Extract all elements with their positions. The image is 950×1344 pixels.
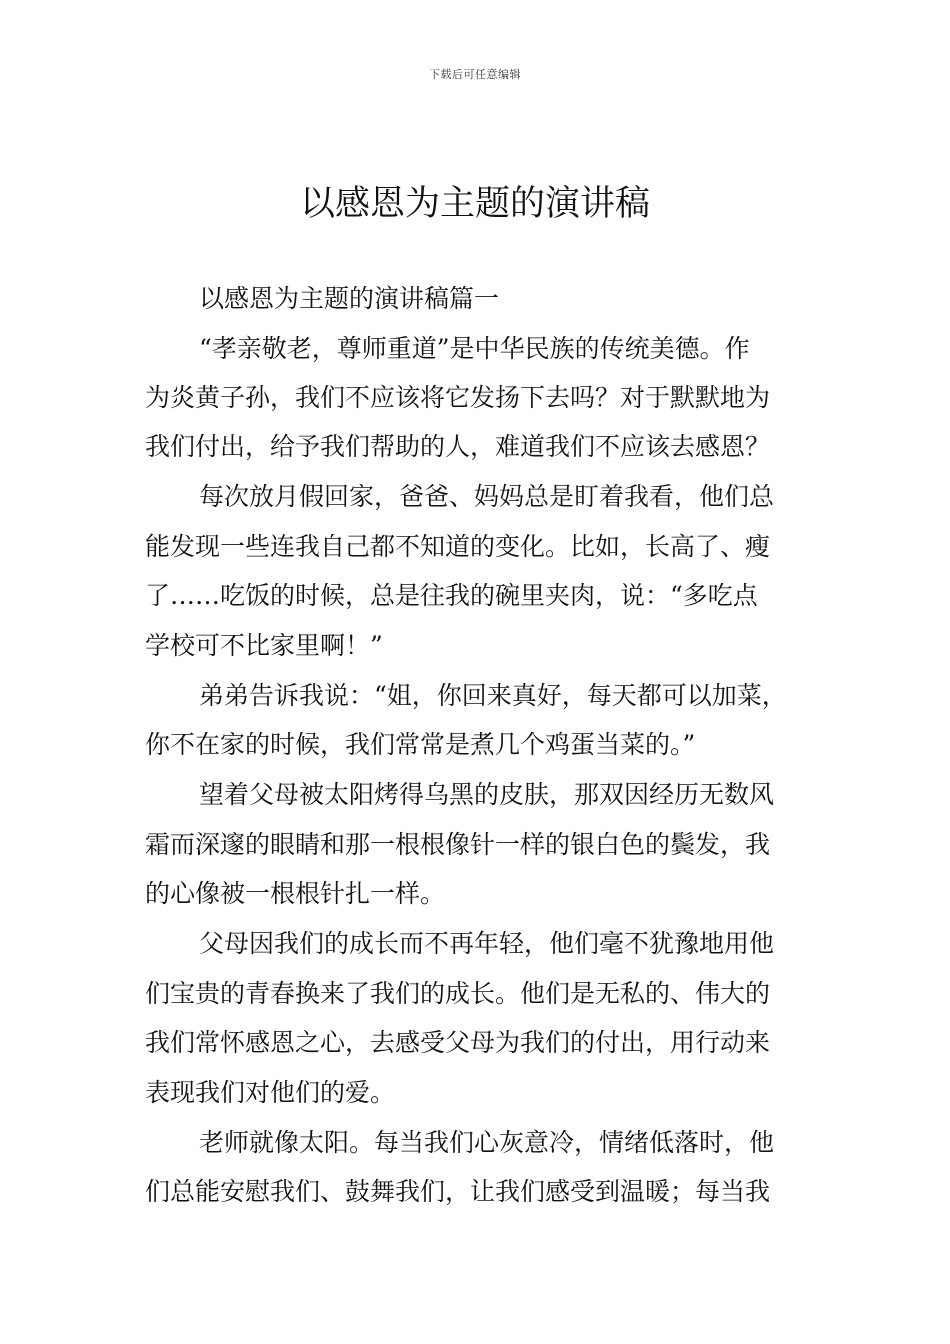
page-header: 下载后可任意编辑 [429,68,521,81]
paragraph-line: 父母因我们的成长而不再年轻，他们毫不犹豫地用他 [199,929,775,958]
paragraph-line: “孝亲敬老，尊师重道”是中华民族的传统美德。作 [199,334,750,363]
paragraph-line: 老师就像太阳。每当我们心灰意冷，情绪低落时，他 [199,1128,775,1157]
paragraph-line: 为炎黄子孙，我们不应该将它发扬下去吗？对于默默地为 [145,383,771,412]
paragraph-line: 能发现一些连我自己都不知道的变化。比如，长高了、瘦 [145,532,771,561]
paragraph-line: 表现我们对他们的爱。 [145,1078,396,1107]
paragraph-line: 我们付出，给予我们帮助的人，难道我们不应该去感恩？ [145,432,771,461]
paragraph-line: 你不在家的时候，我们常常是煮几个鸡蛋当菜的。” [145,730,696,759]
paragraph-line: 了……吃饭的时候，总是往我的碗里夹肉，说：“多吃点 [145,581,758,610]
paragraph-line: 弟弟告诉我说：“姐，你回来真好，每天都可以加菜， [199,681,787,710]
paragraph-line: 的心像被一根根针扎一样。 [145,879,446,908]
paragraph-line: 我们常怀感恩之心，去感受父母为我们的付出，用行动来 [145,1028,771,1057]
paragraph-line: 每次放月假回家，爸爸、妈妈总是盯着我看，他们总 [199,482,775,511]
paragraph-line: 望着父母被太阳烤得乌黑的皮肤，那双因经历无数风 [199,780,775,809]
paragraph-line: 们宝贵的青春换来了我们的成长。他们是无私的、伟大的 [145,979,771,1008]
paragraph-line: 学校可不比家里啊！” [145,631,383,660]
paragraph-line: 霜而深邃的眼睛和那一根根像针一样的银白色的鬓发，我 [145,830,771,859]
paragraph-line: 们总能安慰我们、鼓舞我们，让我们感受到温暖；每当我 [145,1177,771,1206]
section-heading: 以感恩为主题的演讲稿篇一 [199,284,500,313]
document-title: 以感恩为主题的演讲稿 [299,184,650,224]
